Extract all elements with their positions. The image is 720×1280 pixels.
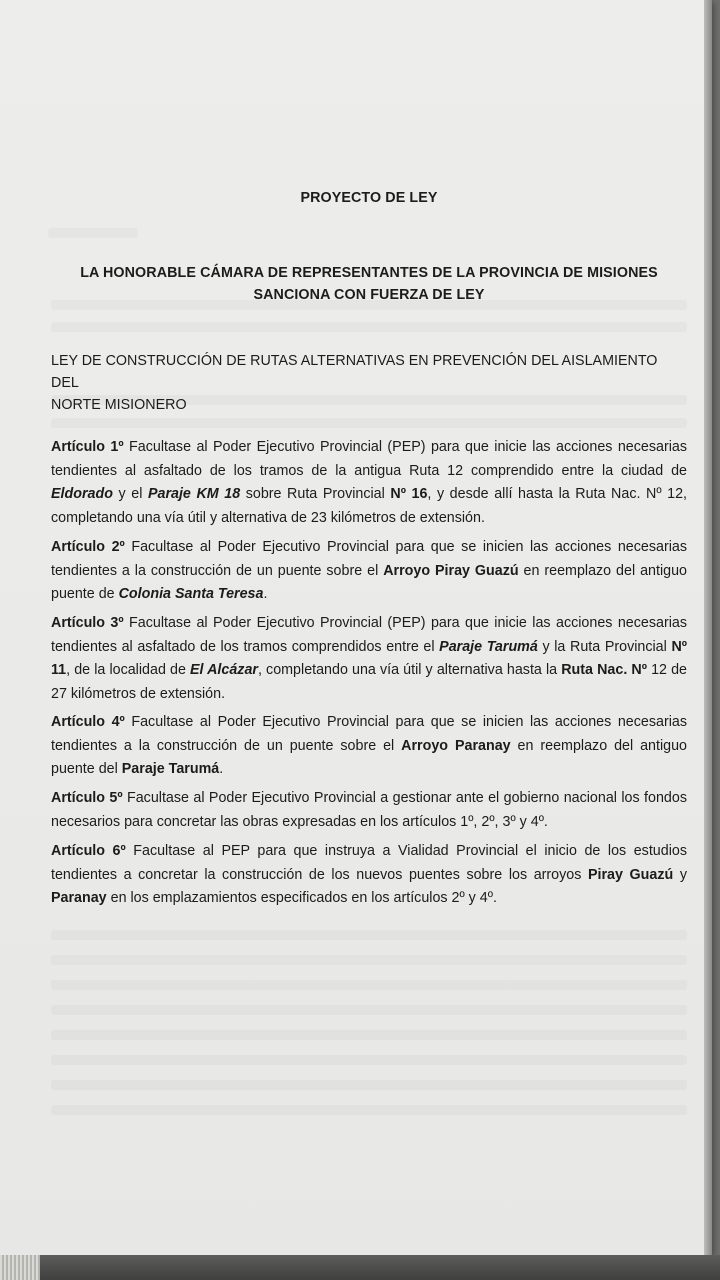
bleed-through-mark bbox=[51, 980, 687, 990]
article-4-place: Paraje Tarumá bbox=[121, 761, 220, 777]
bleed-through-mark bbox=[51, 1005, 687, 1015]
bleed-through-mark bbox=[51, 322, 687, 332]
bleed-through-mark bbox=[51, 1105, 687, 1115]
article-6-text: en los emplazamientos especificados en los artículos 2º y 4º. bbox=[106, 890, 497, 906]
law-name-line-2: NORTE MISIONERO bbox=[51, 397, 187, 413]
article-1-label: Artículo 1º bbox=[51, 439, 124, 455]
law-name bbox=[51, 350, 687, 416]
bleed-through-mark bbox=[48, 228, 138, 238]
article-1 bbox=[51, 436, 687, 530]
document-title: PROYECTO DE LEY bbox=[300, 190, 438, 206]
article-3-place-1: Paraje Tarumá bbox=[439, 638, 538, 655]
article-3-road: Nº 11 bbox=[51, 638, 687, 678]
article-4-label: Artículo 4º bbox=[51, 714, 125, 730]
article-3-label: Artículo 3º bbox=[51, 615, 124, 631]
article-6 bbox=[51, 840, 687, 911]
article-6-stream-1: Piray Guazú bbox=[587, 866, 674, 883]
article-3-place-2: El Alcázar bbox=[190, 662, 258, 678]
article-4-text: en reemplazo del antiguo puente del bbox=[51, 737, 688, 777]
article-3-text: , de la localidad de bbox=[66, 662, 191, 678]
article-5-label: Artículo 5º bbox=[51, 790, 123, 806]
bleed-through-mark bbox=[51, 1030, 687, 1040]
law-name-line-1: LEY DE CONSTRUCCIÓN DE RUTAS ALTERNATIVAS EN PREVENCIÓN DEL AISLAMIENTO DEL bbox=[51, 353, 658, 391]
article-3 bbox=[51, 612, 687, 706]
desk-surface bbox=[0, 1255, 720, 1280]
paper-stack-edge bbox=[0, 1255, 40, 1280]
article-1-text: , y desde allí hasta la Ruta Nac. Nº 12, completando una vía útil y alternativa de 23 kilómetros de extensión. bbox=[51, 486, 687, 526]
article-4-text: Facultase al Poder Ejecutivo Provincial para que se inicien las acciones necesarias tendientes a la construcción de un puente sobre el bbox=[51, 714, 687, 754]
article-6-stream-2: Paranay bbox=[51, 890, 107, 906]
article-5-text: Facultase al Poder Ejecutivo Provincial a gestionar ante el gobierno nacional los fondos necesarios para concretar las obras expresadas en los artículos 1º, 2º, 3º y 4º. bbox=[51, 790, 687, 830]
article-2-place: Colonia Santa Teresa bbox=[118, 586, 264, 602]
article-5 bbox=[51, 787, 687, 834]
article-3-text: Facultase al Poder Ejecutivo Provincial (PEP) para que inicie las acciones necesarias tendientes al asfaltado de los tramos comprendidos entre el bbox=[51, 615, 687, 655]
bleed-through-mark bbox=[51, 418, 687, 428]
article-1-text: y el bbox=[112, 486, 148, 502]
article-2-stream: Arroyo Piray Guazú bbox=[383, 562, 519, 579]
bleed-through-mark bbox=[51, 1055, 687, 1065]
article-4-text: . bbox=[219, 761, 224, 777]
article-6-text: y bbox=[673, 866, 687, 883]
article-1-road: Nº 16 bbox=[390, 486, 428, 502]
article-1-place-1: Eldorado bbox=[51, 486, 113, 502]
chamber-heading bbox=[51, 262, 687, 306]
article-3-text: , completando una vía útil y alternativa hasta la bbox=[257, 662, 562, 678]
bleed-through-mark bbox=[51, 930, 687, 940]
article-4 bbox=[51, 711, 687, 782]
article-6-text: Facultase al PEP para que instruya a Vialidad Provincial el inicio de los estudios tendientes a concretar la construcción de los nuevos puentes sobre los arroyos bbox=[51, 843, 687, 883]
article-3-text: y la Ruta Provincial bbox=[537, 638, 672, 655]
bleed-through-mark bbox=[51, 1080, 687, 1090]
chamber-name: LA HONORABLE CÁMARA DE REPRESENTANTES DE LA PROVINCIA DE MISIONES bbox=[80, 265, 658, 281]
article-1-place-2: Paraje KM 18 bbox=[147, 486, 241, 502]
article-2-label: Artículo 2º bbox=[51, 539, 125, 555]
article-6-label: Artículo 6º bbox=[51, 843, 126, 859]
article-1-text: Facultase al Poder Ejecutivo Provincial (PEP) para que inicie las acciones necesarias tendientes al asfaltado de los tramos de la antigua Ruta 12 comprendido entre la ciudad de bbox=[51, 439, 687, 479]
sanction-formula: SANCIONA CON FUERZA DE LEY bbox=[253, 287, 485, 303]
article-4-stream: Arroyo Paranay bbox=[401, 737, 511, 754]
page-edge-shadow bbox=[704, 0, 712, 1255]
bleed-through-mark bbox=[51, 955, 687, 965]
article-3-text: 12 de 27 kilómetros de extensión. bbox=[51, 662, 687, 702]
article-3-road-2: Ruta Nac. Nº bbox=[561, 662, 647, 678]
article-2-text: en reemplazo del antiguo puente de bbox=[51, 562, 687, 602]
article-2 bbox=[51, 536, 687, 607]
article-1-text: sobre Ruta Provincial bbox=[240, 486, 391, 502]
article-2-text: Facultase al Poder Ejecutivo Provincial para que se inicien las acciones necesarias tendientes a la construcción de un puente sobre el bbox=[51, 539, 687, 579]
article-2-text: . bbox=[263, 586, 268, 602]
